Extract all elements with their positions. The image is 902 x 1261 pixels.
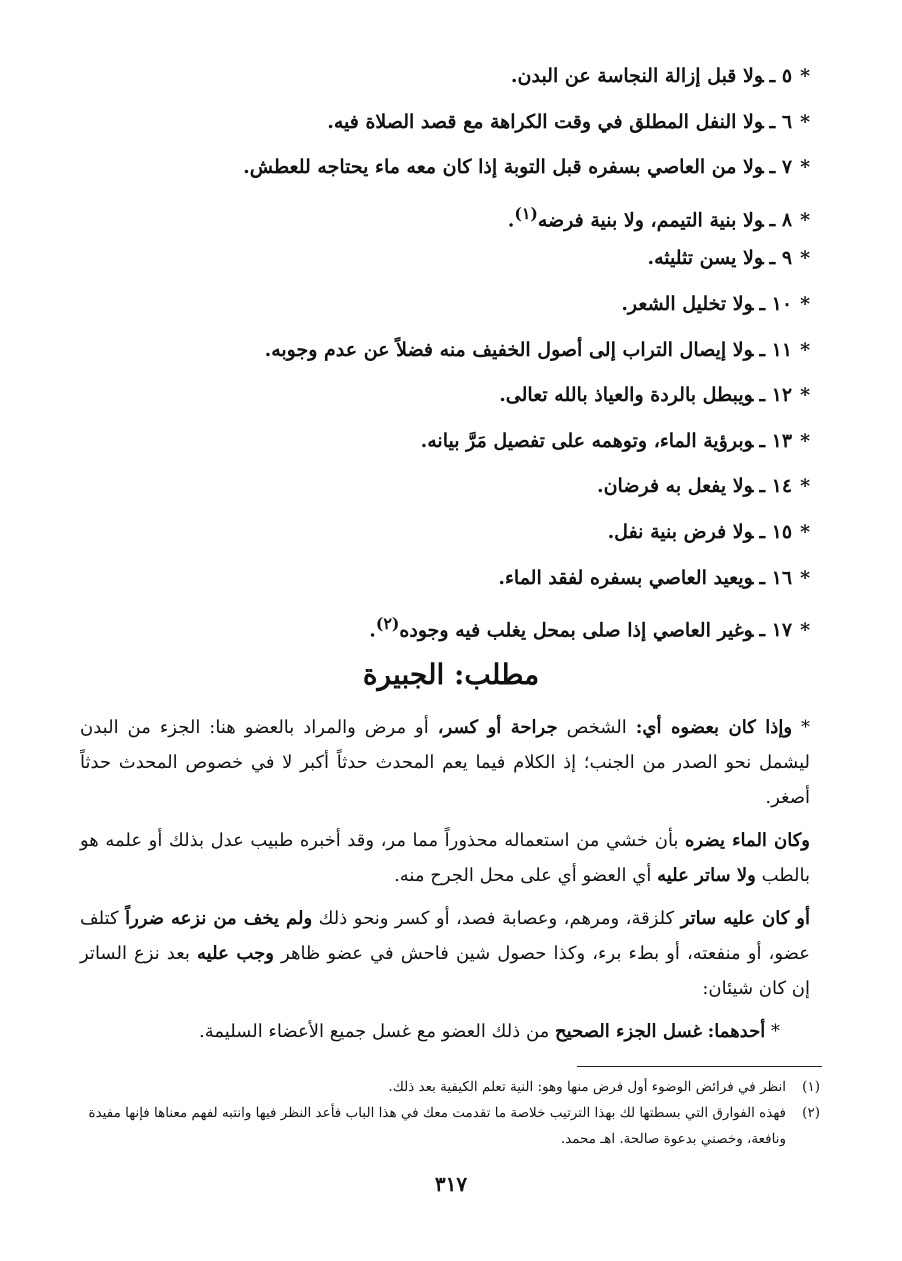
bold-phrase: وجب عليه [197,943,274,964]
list-item [90,282,810,328]
plain-text: أي العضو أي على محل الجرح منه. [394,865,658,886]
section-heading: مطلب: الجبيرة [362,658,540,691]
page-number: ٣١٧ [434,1172,468,1196]
item-number: ١٥ ـ [759,520,793,543]
footnote-mark: (١) [802,1079,820,1095]
item-number: ٦ ـ [769,110,793,133]
item-text: ولا قبل إزالة النجاسة عن البدن. [510,65,764,87]
plain-text: من ذلك العضو مع غسل جميع الأعضاء السليمة. [199,1021,556,1042]
bullet-star-icon: * [800,566,810,589]
bullet-star-icon: * [800,156,810,179]
bullet-star-icon: * [800,110,810,133]
paragraph [80,901,810,1006]
bold-phrase: ولا ساتر عليه [657,865,756,886]
footnote-ref: (١) [514,203,538,223]
paragraph [80,823,810,893]
item-text: وغير العاصي إذا صلى بمحل يغلب فيه وجوده [399,619,754,642]
list-item [90,373,810,419]
bold-phrase: أحدهما: [707,1021,766,1042]
item-text: ولا إيصال التراب إلى أصول الخفيف منه فضلاً عن عدم وجوبه. [264,338,754,361]
list-item [90,601,810,647]
bold-phrase: جراحة أو كسر، [437,717,558,738]
footnote [80,1100,820,1152]
bold-phrase: وكان الماء يضره [685,830,810,851]
plain-text: بعد نزع الساتر إن كان شيئان: [80,943,810,999]
list-item [90,100,810,146]
bold-phrase: ولم يخف من نزعه ضرراً [125,908,313,929]
item-text: وبرؤية الماء، وتوهمه على تفصيل مَرَّ بيانه. [420,429,754,452]
bullet-star-icon: * [800,384,810,407]
bullet-star-icon: * [800,717,810,738]
bullet-star-icon: * [800,619,810,642]
paragraph [80,710,810,815]
item-text: ويعيد العاصي بسفره لفقد الماء. [498,566,754,589]
list-item [90,464,810,510]
plain-text: أو مرض والمراد بالعضو هنا: الجزء من البدن ليشمل نحو الصدر من الجنب؛ إذ الكلام فيما يعم المحدث حدثاً أكبر لا في خصوص المحدث حدثاً أصغر. [80,717,810,808]
list-item [90,236,810,282]
plain-text: كلزقة، ومرهم، وعصابة فصد، أو كسر ونحو ذلك [312,908,681,929]
footnote-mark: (٢) [802,1105,820,1121]
plain-text: كتلف عضو، أو منفعته، أو بطء برء، وكذا حصول شين فاحش في عضو ظاهر [80,908,810,964]
item-text: ولا بنية التيمم، ولا بنية فرضه [537,209,764,232]
bullet-star-icon: * [800,338,810,361]
footnote-ref: (٢) [375,614,400,634]
item-text: ولا من العاصي بسفره قبل التوبة إذا كان معه ماء يحتاجه للعطش. [243,156,764,179]
item-number: ١٠ ـ [759,292,793,315]
bullet-star-icon: * [800,247,810,270]
item-text: ولا تخليل الشعر. [621,292,754,315]
list-item [90,54,810,100]
item-text: ويبطل بالردة والعياذ بالله تعالى. [499,384,754,407]
plain-text: الشخص [557,717,636,738]
footnote [80,1074,820,1100]
bullet-star-icon: * [800,520,810,543]
footnote-text: فهذه الفوارق التي بسطتها لك بهذا الترتيب خلاصة ما تقدمت معك في هذا الباب فأعد النظر فيها وانتبه لفهم معناها فإنها مفيدة ونافعة، وخصني بدعوة صالحة. اهـ محمد. [88,1105,786,1147]
item-text: ولا يسن تثليثه. [647,247,764,270]
bold-phrase: غسل الجزء الصحيح [555,1021,702,1042]
list-item [90,556,810,602]
body-text [80,710,810,1057]
bullet-star-icon: * [800,292,810,315]
item-number: ٧ ـ [769,156,793,179]
item-number: ٥ ـ [769,65,793,87]
item-number: ١٧ ـ [759,619,793,642]
item-end: . [507,209,515,232]
conditions-list [90,54,810,647]
item-number: ٨ ـ [769,209,793,232]
bullet-star-icon: * [771,1021,780,1042]
item-number: ٩ ـ [769,247,793,270]
bullet-star-icon: * [800,475,810,498]
bullet-star-icon: * [800,65,810,87]
item-number: ١١ ـ [759,338,793,361]
list-item [90,145,810,191]
list-item [90,191,810,237]
bullet-star-icon: * [800,429,810,452]
bold-phrase: أو كان عليه ساتر [680,908,810,929]
list-item [90,328,810,374]
item-text: ولا يفعل به فرضان. [596,475,754,498]
footnote-divider [577,1066,822,1067]
footnote-text: انظر في فرائض الوضوء أول فرض منها وهو: النية تعلم الكيفية بعد ذلك. [388,1079,786,1095]
item-end: . [369,619,376,642]
item-text: ولا النفل المطلق في وقت الكراهة مع قصد الصلاة فيه. [327,110,764,133]
item-number: ١٣ ـ [759,429,793,452]
item-text: ولا فرض بنية نفل. [607,520,754,543]
item-number: ١٤ ـ [759,475,793,498]
list-item [90,510,810,556]
list-item [90,419,810,465]
bullet-star-icon: * [800,209,810,232]
item-number: ١٦ ـ [759,566,793,589]
bold-phrase: وإذا كان بعضوه أي: [635,717,793,738]
plain-text: بأن خشي من استعماله محذوراً مما مر، وقد أخبره طبيب عدل بذلك أو علمه هو بالطب [80,830,810,886]
footnotes [80,1074,820,1152]
item-number: ١٢ ـ [759,384,793,407]
paragraph [80,1014,810,1049]
